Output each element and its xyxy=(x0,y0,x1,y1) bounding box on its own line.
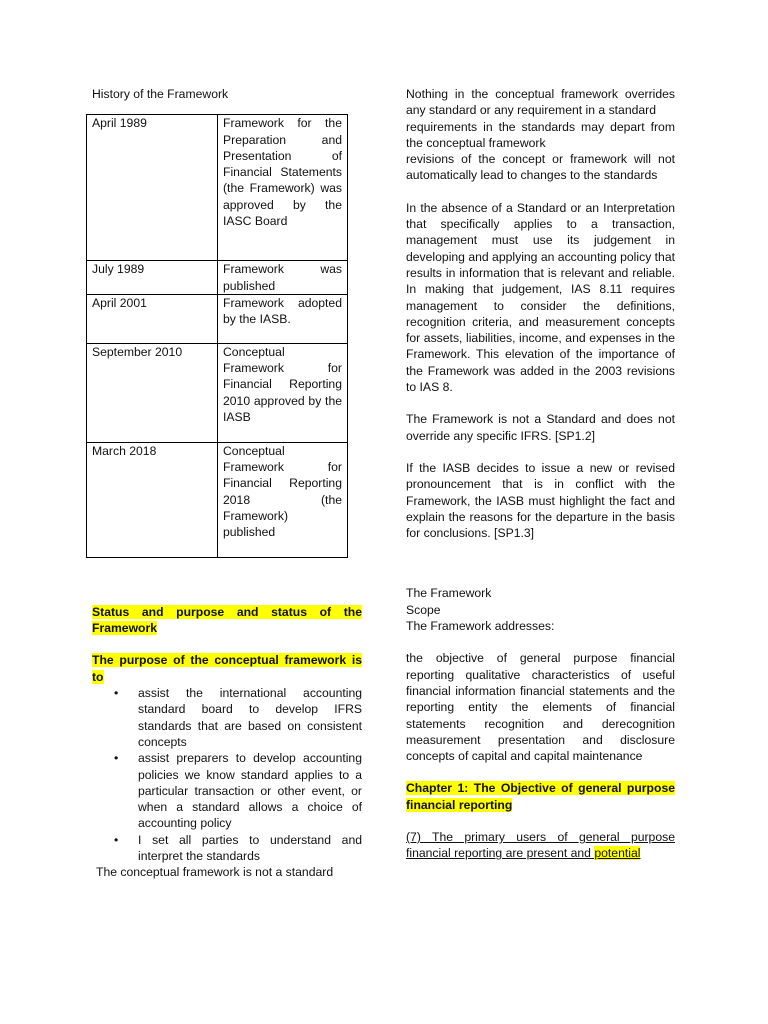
paragraph-absence: In the absence of a Standard or an Interpretation that specifically applies to a transaction, management must use its judgement in developing and applying an accounting policy that results in information that is relevant and reliable. In making that judgement, IAS 8.11 requires management to consider the definitions, recognition criteria, and measurement concepts for assets, liabilities, income, and expenses in the Framework. This elevation of the importance of the Framework was added in the 2003 revisions to IAS 8. xyxy=(406,200,675,395)
table-row xyxy=(87,294,348,343)
table-cell-event: Conceptual Framework for Financial Reporting 2010 approved by the IASB xyxy=(218,343,348,442)
chapter1-heading: Chapter 1: The Objective of general purpose financial reporting xyxy=(406,781,675,812)
purpose-heading: The purpose of the conceptual framework is to xyxy=(92,653,362,684)
table-cell-date: April 1989 xyxy=(87,115,218,261)
addresses-body: the objective of general purpose financial reporting qualitative characteristics of useful financial information financial statements and the reporting entity the elements of financial statements recognition and derecognition measurement presentation and disclosure concepts of capital and capital maintenance xyxy=(406,651,675,764)
table-row xyxy=(87,442,348,557)
history-title: History of the Framework xyxy=(92,87,229,101)
paragraph-primary-users: (7) The primary users of general purpose financial reporting are present and potential xyxy=(406,829,675,861)
framework-heading: The Framework xyxy=(406,586,492,601)
bullet-icon: • xyxy=(114,832,119,847)
table-row xyxy=(87,115,348,261)
right-column xyxy=(406,86,675,862)
history-table xyxy=(86,114,348,558)
paragraph-not-standard: The Framework is not a Standard and does not override any specific IFRS. [SP1.2] xyxy=(406,412,675,443)
bullet-icon: • xyxy=(114,751,119,766)
table-cell-event: Framework adopted by the IASB. xyxy=(218,294,348,343)
table-row xyxy=(87,343,348,442)
table-cell-date: April 2001 xyxy=(87,294,218,343)
addresses-label: The Framework addresses: xyxy=(406,619,555,634)
table-cell-event: Framework was published xyxy=(218,261,348,295)
status-heading: Status and purpose and status of the Framework xyxy=(92,604,362,636)
table-cell-event: Framework for the Preparation and Presentation of Financial Statements (the Framework) was approved by the IASC Board xyxy=(218,115,348,261)
paragraph-conflict: If the IASB decides to issue a new or revised pronouncement that is in conflict with the Framework, the IASB must highlight the fact and explain the reasons for the departure in the basis for conclusions. [SP1.3] xyxy=(406,460,675,541)
list-item: • I set all parties to understand and interpret the standards xyxy=(114,832,362,864)
table-cell-date: March 2018 xyxy=(87,442,218,557)
scope-heading: Scope xyxy=(406,602,441,617)
purpose-list xyxy=(92,685,362,864)
list-item: • assist the international accounting standard board to develop IFRS standards that are based on consistent concepts xyxy=(114,686,362,749)
table-cell-event: Conceptual Framework for Financial Reporting 2018 (the Framework) published xyxy=(218,442,348,557)
paragraph-overrides: Nothing in the conceptual framework overrides any standard or any requirement in a standard requirements in the standards may depart from the conceptual framework revisions of the concept or framework will not automatically lead to changes to the standards xyxy=(406,87,675,183)
list-item: • assist preparers to develop accounting policies we know standard applies to a particular transaction or other event, or when a standard allows a choice of accounting policy xyxy=(114,751,362,831)
table-row xyxy=(87,261,348,295)
left-column xyxy=(92,86,362,881)
table-cell-date: July 1989 xyxy=(87,261,218,295)
not-standard-note: The conceptual framework is not a standard xyxy=(96,865,334,880)
table-cell-date: September 2010 xyxy=(87,343,218,442)
bullet-icon: • xyxy=(114,686,119,701)
